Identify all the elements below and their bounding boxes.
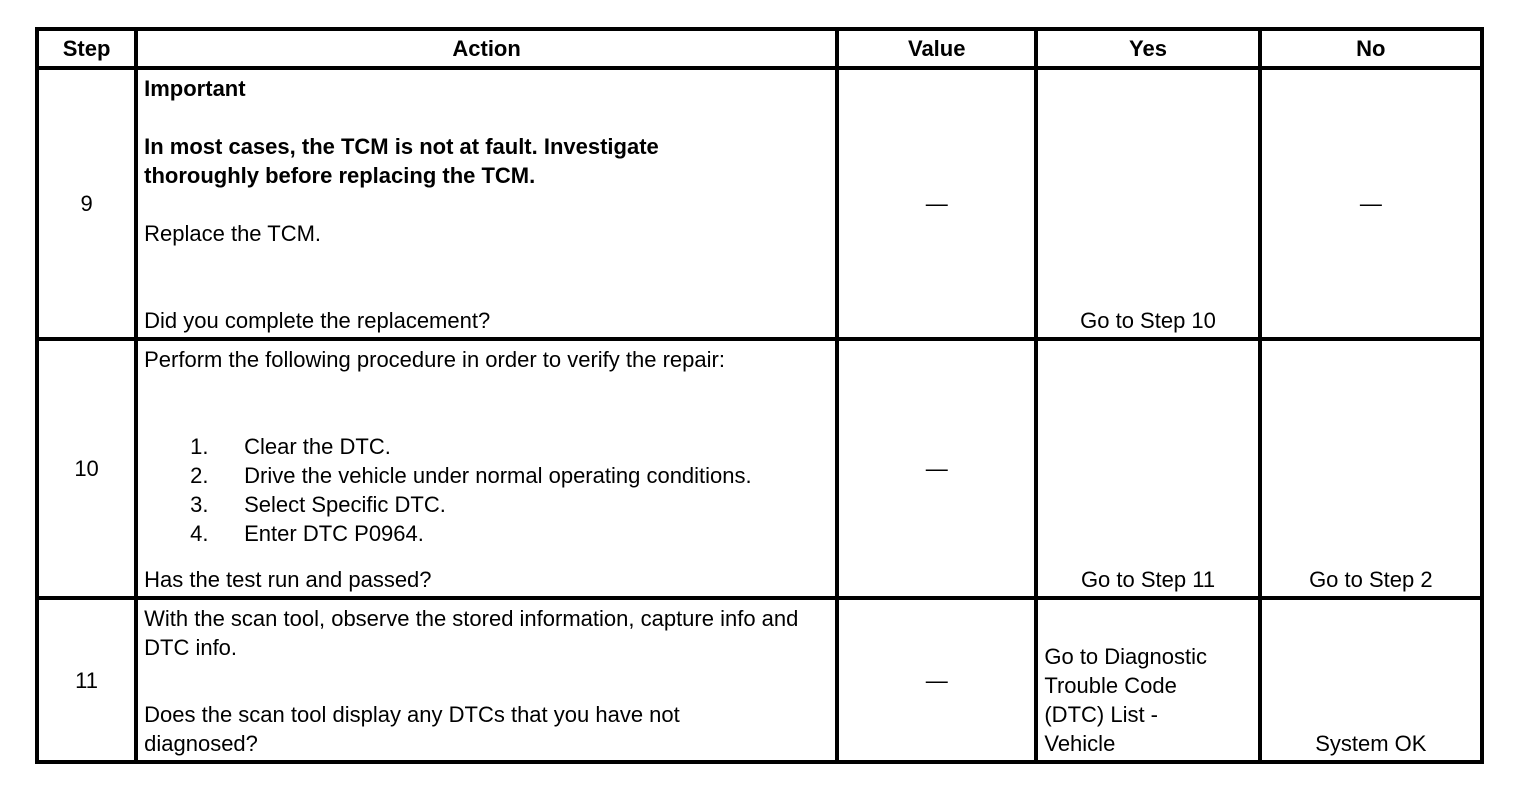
value-text: —	[925, 667, 948, 693]
yes-link[interactable]: Go to Diagnostic Trouble Code (DTC) List - Vehicle	[1044, 644, 1207, 756]
value-cell	[837, 68, 1036, 339]
list-number: 3.	[190, 492, 209, 517]
diagnostic-table	[35, 27, 1484, 764]
list-item	[190, 519, 829, 548]
list-text: Select Specific DTC.	[244, 492, 446, 517]
list-number: 4.	[190, 521, 209, 546]
yes-cell	[1036, 598, 1259, 762]
procedure-list	[144, 432, 829, 548]
yes-cell	[1036, 339, 1259, 598]
question-text: Has the test run and passed?	[144, 567, 432, 592]
header-step: Step	[37, 29, 136, 68]
question-text: Did you complete the replacement?	[144, 308, 491, 333]
action-cell	[136, 598, 837, 762]
important-text: In most cases, the TCM is not at fault. Investigate thoroughly before replacing the TCM.	[144, 134, 659, 188]
table-row	[37, 598, 1482, 762]
action-cell	[136, 68, 837, 339]
header-value: Value	[837, 29, 1036, 68]
no-cell	[1260, 68, 1482, 339]
no-link[interactable]: System OK	[1315, 731, 1427, 756]
list-text: Enter DTC P0964.	[244, 521, 424, 546]
instruction-text: Replace the TCM.	[144, 221, 322, 246]
list-item	[190, 432, 829, 461]
list-number: 1.	[190, 434, 209, 459]
value-cell	[837, 598, 1036, 762]
yes-link[interactable]: Go to Step 10	[1080, 308, 1216, 333]
list-item	[190, 461, 829, 490]
value-cell	[837, 339, 1036, 598]
important-label: Important	[144, 76, 246, 101]
table-row	[37, 339, 1482, 598]
yes-link[interactable]: Go to Step 11	[1080, 567, 1216, 592]
question-text: Does the scan tool display any DTCs that you have not diagnosed?	[144, 702, 680, 756]
table-row	[37, 68, 1482, 339]
header-row	[37, 29, 1482, 68]
value-text: —	[925, 456, 948, 481]
header-yes: Yes	[1036, 29, 1259, 68]
header-no: No	[1260, 29, 1482, 68]
intro-text: Perform the following procedure in order to verify the repair:	[144, 347, 725, 372]
list-item	[190, 490, 829, 519]
action-cell	[136, 339, 837, 598]
no-cell	[1260, 339, 1482, 598]
no-cell	[1260, 598, 1482, 762]
value-text: —	[925, 191, 948, 216]
yes-cell	[1036, 68, 1259, 339]
no-text: —	[1359, 191, 1382, 216]
intro-text: With the scan tool, observe the stored information, capture info and DTC info.	[144, 606, 799, 660]
list-text: Clear the DTC.	[244, 434, 391, 459]
step-number: 10	[37, 339, 136, 598]
header-action: Action	[136, 29, 837, 68]
no-link[interactable]: Go to Step 2	[1309, 567, 1433, 592]
list-text: Drive the vehicle under normal operating conditions.	[244, 463, 752, 488]
list-number: 2.	[190, 463, 209, 488]
step-number: 9	[37, 68, 136, 339]
step-number: 11	[37, 598, 136, 762]
